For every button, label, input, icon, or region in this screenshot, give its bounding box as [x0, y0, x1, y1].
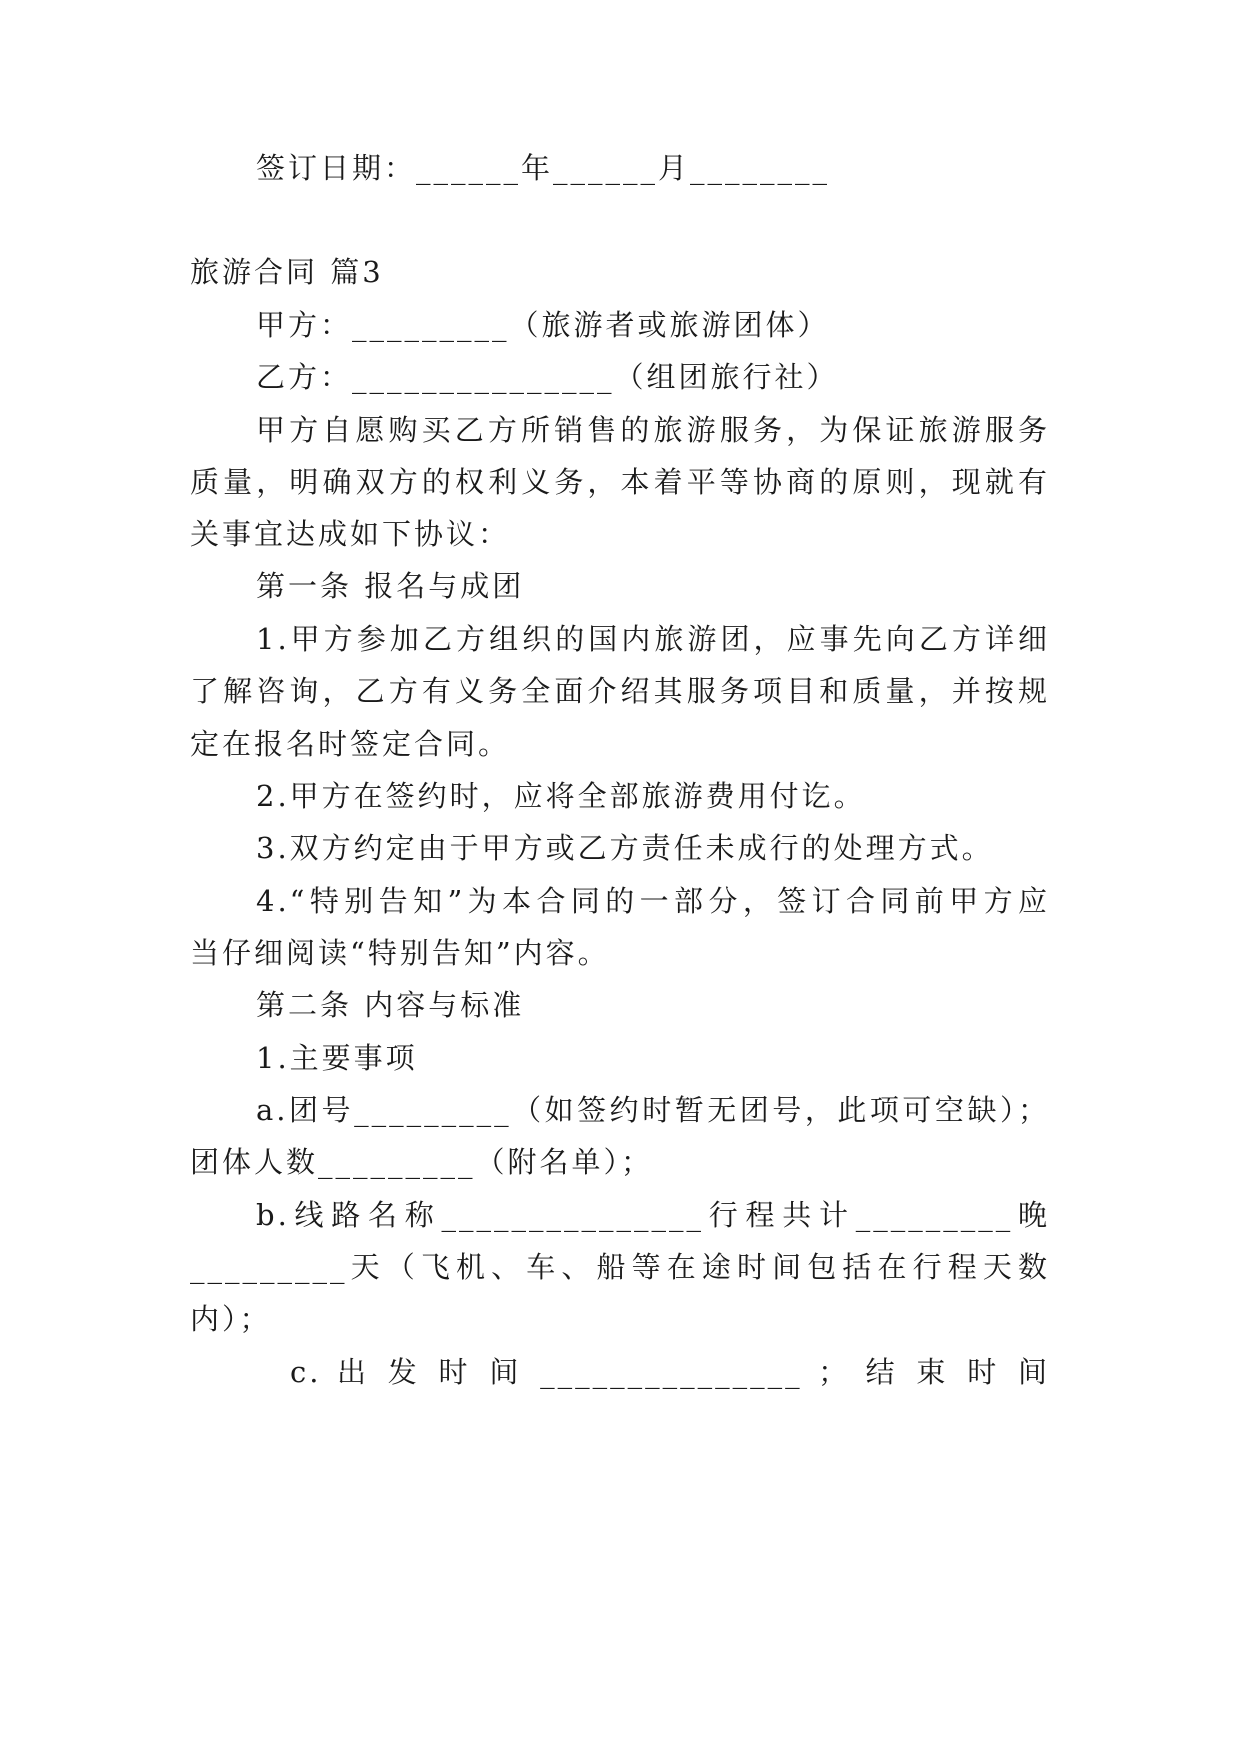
clause-1-1-line-3: 定在报名时签定合同。	[190, 727, 511, 761]
preamble-line-2: 质量，明确双方的权利义务，本着平等协商的原则，现就有	[190, 465, 1050, 499]
section-title: 旅游合同 篇3	[190, 255, 384, 289]
item-b-line-3: 内）；	[190, 1302, 272, 1336]
item-a-line-2: 团体人数_________（附名单）；	[190, 1145, 654, 1179]
item-b-line-1: b.线路名称_______________行程共计_________晚	[256, 1198, 1050, 1232]
party-b-line: 乙方：_______________（组团旅行社）	[256, 360, 839, 394]
signing-date-line: 签订日期：______年______月________	[256, 151, 831, 185]
item-a-line-1: a.团号_________（如签约时暂无团号，此项可空缺）；	[256, 1093, 1050, 1127]
clause-1-1-line-1: 1.甲方参加乙方组织的国内旅游团，应事先向乙方详细	[256, 622, 1050, 656]
clause-1-2: 2.甲方在签约时，应将全部旅游费用付讫。	[256, 779, 866, 813]
clause-2-1-heading: 1.主要事项	[256, 1041, 418, 1075]
clause-1-4-line-1: 4.“特别告知”为本合同的一部分，签订合同前甲方应	[256, 884, 1050, 918]
party-a-line: 甲方：_________（旅游者或旅游团体）	[256, 308, 830, 342]
article-2-heading: 第二条 内容与标准	[256, 988, 525, 1022]
item-c-line-1: c. 出 发 时 间 _______________ ； 结 束 时 间	[290, 1355, 1050, 1389]
preamble-line-1: 甲方自愿购买乙方所销售的旅游服务，为保证旅游服务	[256, 413, 1050, 447]
item-b-line-2: _________天（飞机、车、船等在途时间包括在行程天数	[190, 1250, 1050, 1284]
clause-1-3: 3.双方约定由于甲方或乙方责任未成行的处理方式。	[256, 831, 994, 865]
clause-1-1-line-2: 了解咨询，乙方有义务全面介绍其服务项目和质量，并按规	[190, 674, 1050, 708]
clause-1-4-line-2: 当仔细阅读“特别告知”内容。	[190, 936, 610, 970]
preamble-line-3: 关事宜达成如下协议：	[190, 517, 511, 551]
article-1-heading: 第一条 报名与成团	[256, 569, 525, 603]
